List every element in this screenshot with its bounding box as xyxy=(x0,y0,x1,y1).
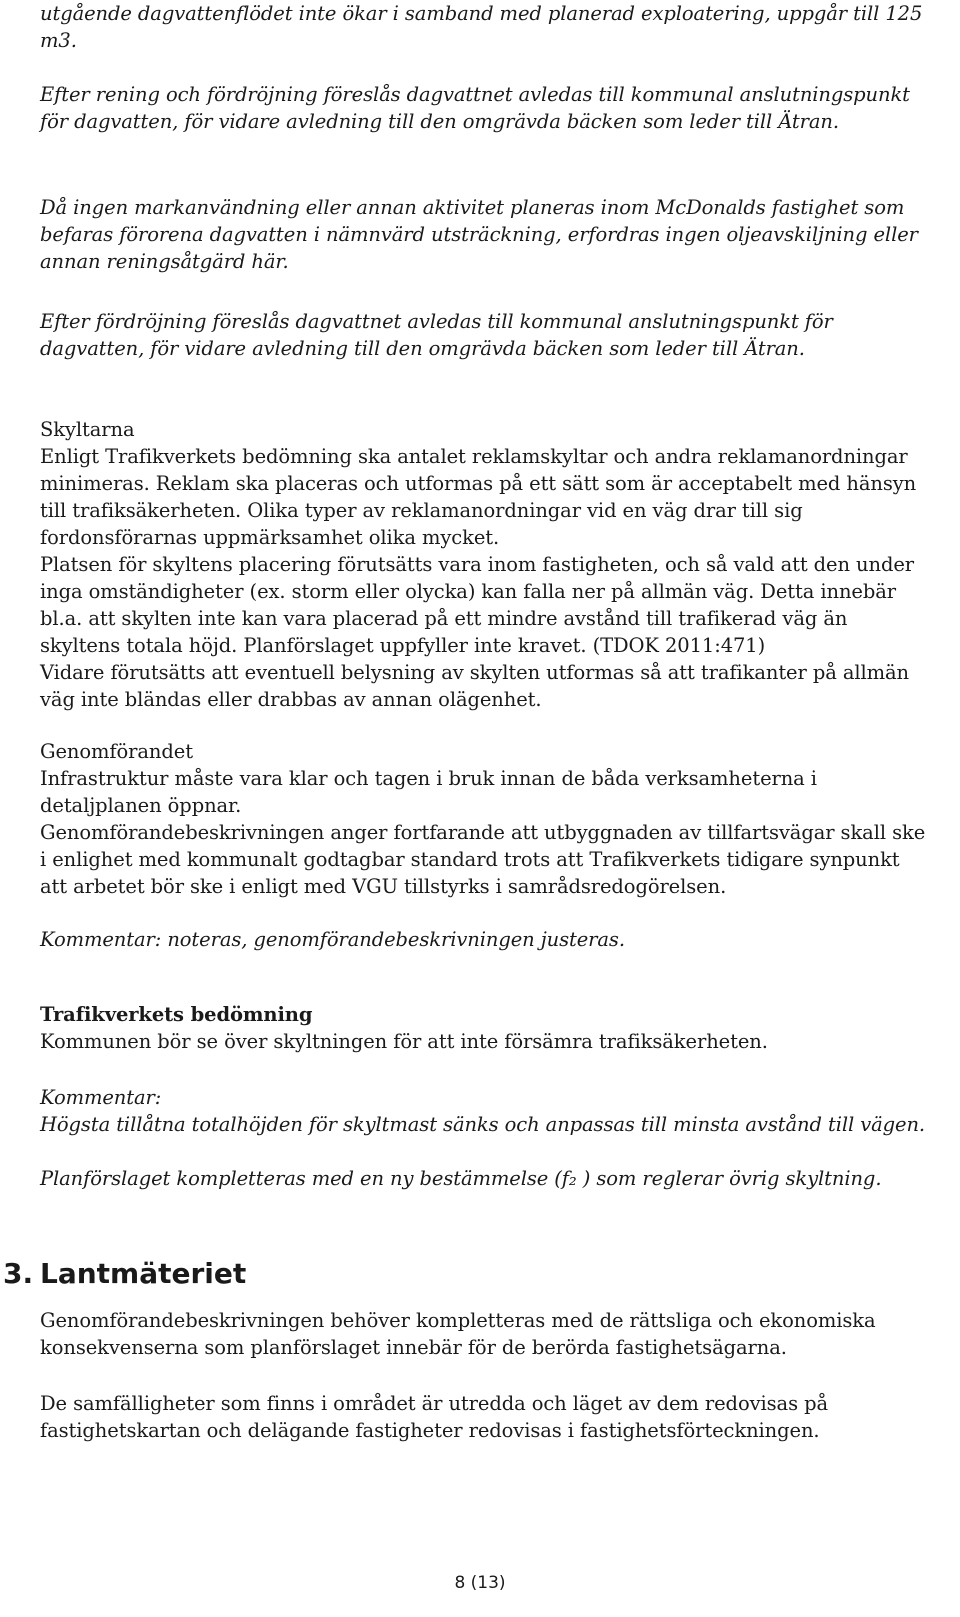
skyltarna-body-2: Platsen för skyltens placering förutsätts vara inom fastigheten, och så vald att den under inga omständigheter (ex. storm eller olycka) kan falla ner på allmän väg. Detta innebär bl.a. att skylten inte kan vara placerad på ett mindre avstånd till trafikerad väg än skyltens totala höjd. Planförslaget uppfyller inte kravet. (TDOK 2011:471) xyxy=(40,553,915,657)
trafikverkets-kommentar-label: Kommentar: xyxy=(40,1086,162,1109)
trafikverkets-kommentar-1: Högsta tillåtna totalhöjden för skyltmast sänks och anpassas till minsta avstånd till vägen. xyxy=(40,1113,926,1136)
lantmateriet-body-2: De samfälligheter som finns i området är utredda och läget av dem redovisas på fastighetskartan och delägande fastigheter redovisas i fastighetsförteckningen. xyxy=(40,1392,828,1442)
section-title-skyltarna: Skyltarna xyxy=(40,418,135,441)
paragraph-dagvatten-flow: utgående dagvattenflödet inte ökar i samband med planerad exploatering, uppgår till 125 m3. xyxy=(40,2,923,52)
genomforandet-body-2: Genomförandebeskrivningen anger fortfarande att utbyggnaden av tillfartsvägar skall ske i enlighet med kommunalt godtagbar standard trots att Trafikverkets tidigare synpunkt att arbetet bör ske i enligt med VGU tillstyrks i samrådsredogörelsen. xyxy=(40,821,926,898)
section-title-genomforandet: Genomförandet xyxy=(40,740,193,763)
trafikverkets-kommentar-2: Planförslaget kompletteras med en ny bestämmelse (f₂ ) som reglerar övrig skyltning. xyxy=(40,1167,882,1190)
skyltarna-body: Enligt Trafikverkets bedömning ska antalet reklamskyltar och andra reklamanordningar minimeras. Reklam ska placeras och utformas på ett sätt som är acceptabelt med hänsyn till trafiksäkerheten. Olika typer av reklamanordningar vid en väg drar till sig fordonsförarnas uppmärksamhet olika mycket. xyxy=(40,445,917,549)
genomforandet-body: Infrastruktur måste vara klar och tagen i bruk innan de båda verksamheterna i detaljplanen öppnar. xyxy=(40,767,817,817)
genomforandet-kommentar: Kommentar: noteras, genomförandebeskrivningen justeras. xyxy=(40,928,625,951)
paragraph-fordrojning: Efter fördröjning föreslås dagvattnet avledas till kommunal anslutningspunkt för dagvatten, för vidare avledning till den omgrävda bäcken som leder till Ätran. xyxy=(40,310,833,360)
page-number: 8 (13) xyxy=(454,1573,506,1593)
lantmateriet-body-1: Genomförandebeskrivningen behöver kompletteras med de rättsliga och ekonomiska konsekvenserna som planförslaget innebär för de berörda fastighetsägarna. xyxy=(40,1309,876,1359)
paragraph-mcdonalds: Då ingen markanvändning eller annan aktivitet planeras inom McDonalds fastighet som befaras förorena dagvatten i nämnvärd utsträckning, erfordras ingen oljeavskiljning eller annan reningsåtgärd här. xyxy=(40,196,918,273)
trafikverkets-body: Kommunen bör se över skyltningen för att inte försämra trafiksäkerheten. xyxy=(40,1030,768,1053)
section-number: 3. xyxy=(3,1257,34,1290)
page-footer xyxy=(0,1572,960,1594)
section-title-lantmateriet: Lantmäteriet xyxy=(40,1257,247,1290)
paragraph-rening-fordrojning: Efter rening och fördröjning föreslås dagvattnet avledas till kommunal anslutningspunkt för dagvatten, för vidare avledning till den omgrävda bäcken som leder till Ätran. xyxy=(40,83,910,133)
section-heading-lantmateriet xyxy=(3,1257,930,1291)
skyltarna-body-3: Vidare förutsätts att eventuell belysning av skylten utformas så att trafikanter på allmän väg inte bländas eller drabbas av annan olägenhet. xyxy=(40,661,909,711)
section-title-trafikverkets-bedomning: Trafikverkets bedömning xyxy=(40,1003,313,1026)
